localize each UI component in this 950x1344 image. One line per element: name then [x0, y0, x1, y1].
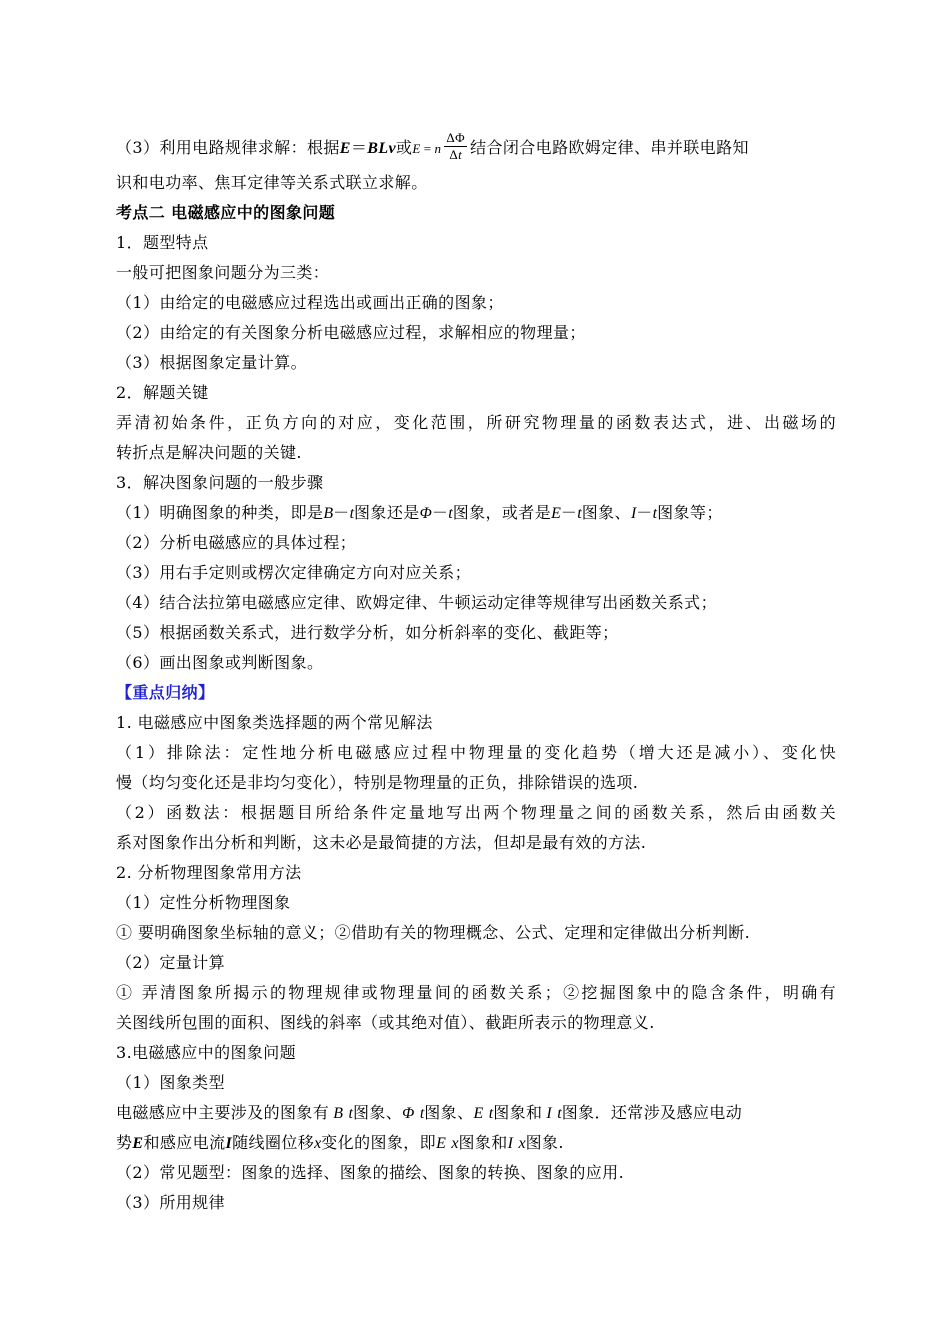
paragraph-line: ① 要明确图象坐标轴的意义；②借助有关的物理概念、公式、定理和定律做出分析判断.	[116, 923, 751, 942]
text-segment: 图象．还常涉及感应电动	[561, 1103, 743, 1122]
var-I: I	[507, 1135, 513, 1152]
list-item: （2）分析电磁感应的具体过程；	[116, 533, 357, 552]
text-segment: 势	[116, 1133, 133, 1152]
paragraph-line: 慢（均匀变化还是非均匀变化），特别是物理量的正负，排除错误的选项.	[116, 773, 639, 792]
text-segment: 和感应电流	[143, 1133, 226, 1152]
paragraph-line: 系对图象作出分析和判断，这未必是最简捷的方法，但却是最有效的方法.	[116, 833, 647, 852]
list-item: （1）定性分析物理图象	[116, 893, 291, 912]
text-segment: 图象，或者是	[452, 503, 552, 522]
minus-sign: －	[636, 503, 653, 522]
paragraph-line	[116, 1098, 836, 1128]
text-segment: 图象、	[352, 1103, 403, 1122]
text-segment: 图象、	[424, 1103, 474, 1122]
paragraph: 一般可把图象问题分为三类：	[116, 263, 330, 282]
var-phi: Φ	[402, 1105, 415, 1122]
formula-lhs: E	[412, 141, 421, 156]
var-I: I	[546, 1105, 552, 1122]
fraction-denominator	[444, 147, 467, 163]
subsection-title: 3．解决图象问题的一般步骤	[116, 473, 324, 492]
var-t: t	[577, 505, 582, 522]
paragraph-line: 关图线所包围的面积、图线的斜率（或其绝对值）、截距所表示的物理意义.	[116, 1013, 655, 1032]
section-title: 考点二 电磁感应中的图象问题	[116, 203, 336, 222]
list-item	[116, 498, 836, 528]
var-E: E	[436, 1135, 446, 1152]
var-t: t	[557, 1105, 562, 1122]
focus-summary-title: 【重点归纳】	[116, 683, 215, 702]
formula-n: n	[434, 141, 442, 156]
list-item: （2）常见题型：图象的选择、图象的描绘、图象的转换、图象的应用.	[116, 1163, 625, 1182]
var-BLv: BLv	[367, 140, 397, 157]
var-x: x	[518, 1135, 526, 1152]
text-segment: 电磁感应中主要涉及的图象有	[116, 1103, 330, 1122]
list-item: （1）图象类型	[116, 1073, 225, 1092]
var-phi: Φ	[419, 505, 432, 522]
subsection-title: 1. 电磁感应中图象类选择题的两个常见解法	[116, 713, 433, 732]
subsection-title: 1．题型特点	[116, 233, 209, 252]
var-t: t	[349, 505, 355, 522]
minus-sign: －	[560, 503, 578, 522]
var-I: I	[630, 505, 637, 522]
var-t: t	[652, 505, 658, 522]
var-x: x	[451, 1135, 459, 1152]
list-item: （3）根据图象定量计算。	[116, 353, 307, 372]
denominator-t: t	[458, 147, 463, 162]
text-or: 或	[396, 138, 413, 157]
subsection-title: 2．解题关键	[116, 383, 209, 402]
var-t: t	[419, 1105, 425, 1122]
list-item: （2）定量计算	[116, 953, 225, 972]
formula-equals: =	[423, 141, 432, 156]
text-segment: 图象等；	[657, 503, 723, 522]
subsection-title: 2. 分析物理图象常用方法	[116, 863, 302, 882]
minus-sign: －	[431, 503, 449, 522]
list-item: （4）结合法拉第电磁感应定律、欧姆定律、牛顿运动定律等规律写出函数关系式；	[116, 593, 717, 612]
paragraph-line: 弄清初始条件，正负方向的对应，变化范围，所研究物理量的函数表达式，进、出磁场的	[116, 413, 836, 432]
text-segment: 图象.	[525, 1133, 564, 1152]
text-segment: 图象、	[581, 503, 631, 522]
fraction-numerator: ΔΦ	[446, 130, 466, 145]
paragraph-line: （2）函数法：根据题目所给条件定量地写出两个物理量之间的函数关系，然后由函数关	[116, 803, 836, 822]
fraction-delta-phi-over-delta-t	[444, 130, 467, 163]
denominator-delta: Δ	[449, 147, 459, 162]
text-segment: 随线圈位移	[232, 1133, 315, 1152]
var-B: B	[333, 1105, 343, 1122]
text-segment: （1）明确图象的种类，即是	[116, 503, 324, 522]
text-segment: 变化的图象，即	[321, 1133, 437, 1152]
paragraph-line: ① 弄清图象所揭示的物理规律或物理量间的函数关系；②挖掘图象中的隐含条件，明确有	[116, 983, 836, 1002]
var-B: B	[323, 505, 334, 522]
var-t: t	[488, 1105, 494, 1122]
text-segment: 图象和	[458, 1133, 508, 1152]
text-equals: ＝	[350, 138, 368, 157]
var-I: I	[225, 1135, 233, 1152]
paragraph-line	[116, 1128, 836, 1158]
minus-sign: －	[333, 503, 350, 522]
var-t: t	[448, 505, 453, 522]
var-t: t	[348, 1105, 353, 1122]
subsection-title: 3.电磁感应中的图象问题	[116, 1043, 297, 1062]
paragraph-line: 转折点是解决问题的关键.	[116, 443, 302, 462]
var-E: E	[473, 1105, 484, 1122]
solve-method-line-2: 识和电功率、焦耳定律等关系式联立求解。	[116, 173, 428, 192]
solve-method-line	[116, 128, 836, 168]
var-E: E	[132, 1135, 144, 1152]
list-item: （3）所用规律	[116, 1193, 225, 1212]
var-x: x	[314, 1135, 322, 1152]
list-item: （2）由给定的有关图象分析电磁感应过程，求解相应的物理量；	[116, 323, 586, 342]
var-E: E	[551, 505, 561, 522]
list-item: （3）用右手定则或楞次定律确定方向对应关系；	[116, 563, 471, 582]
document-page	[116, 128, 836, 1218]
text-segment: 结合闭合电路欧姆定律、串并联电路知	[470, 138, 749, 157]
text-segment: （3）利用电路规律求解：根据	[116, 138, 340, 157]
list-item: （1）由给定的电磁感应过程选出或画出正确的图象；	[116, 293, 504, 312]
list-item: （6）画出图象或判断图象。	[116, 653, 324, 672]
text-segment: 图象和	[493, 1103, 543, 1122]
text-segment: 图象还是	[354, 503, 420, 522]
paragraph-line: （1）排除法：定性地分析电磁感应过程中物理量的变化趋势（增大还是减小）、变化快	[116, 743, 836, 762]
list-item: （5）根据函数关系式，进行数学分析，如分析斜率的变化、截距等；	[116, 623, 619, 642]
var-E: E	[339, 140, 351, 157]
